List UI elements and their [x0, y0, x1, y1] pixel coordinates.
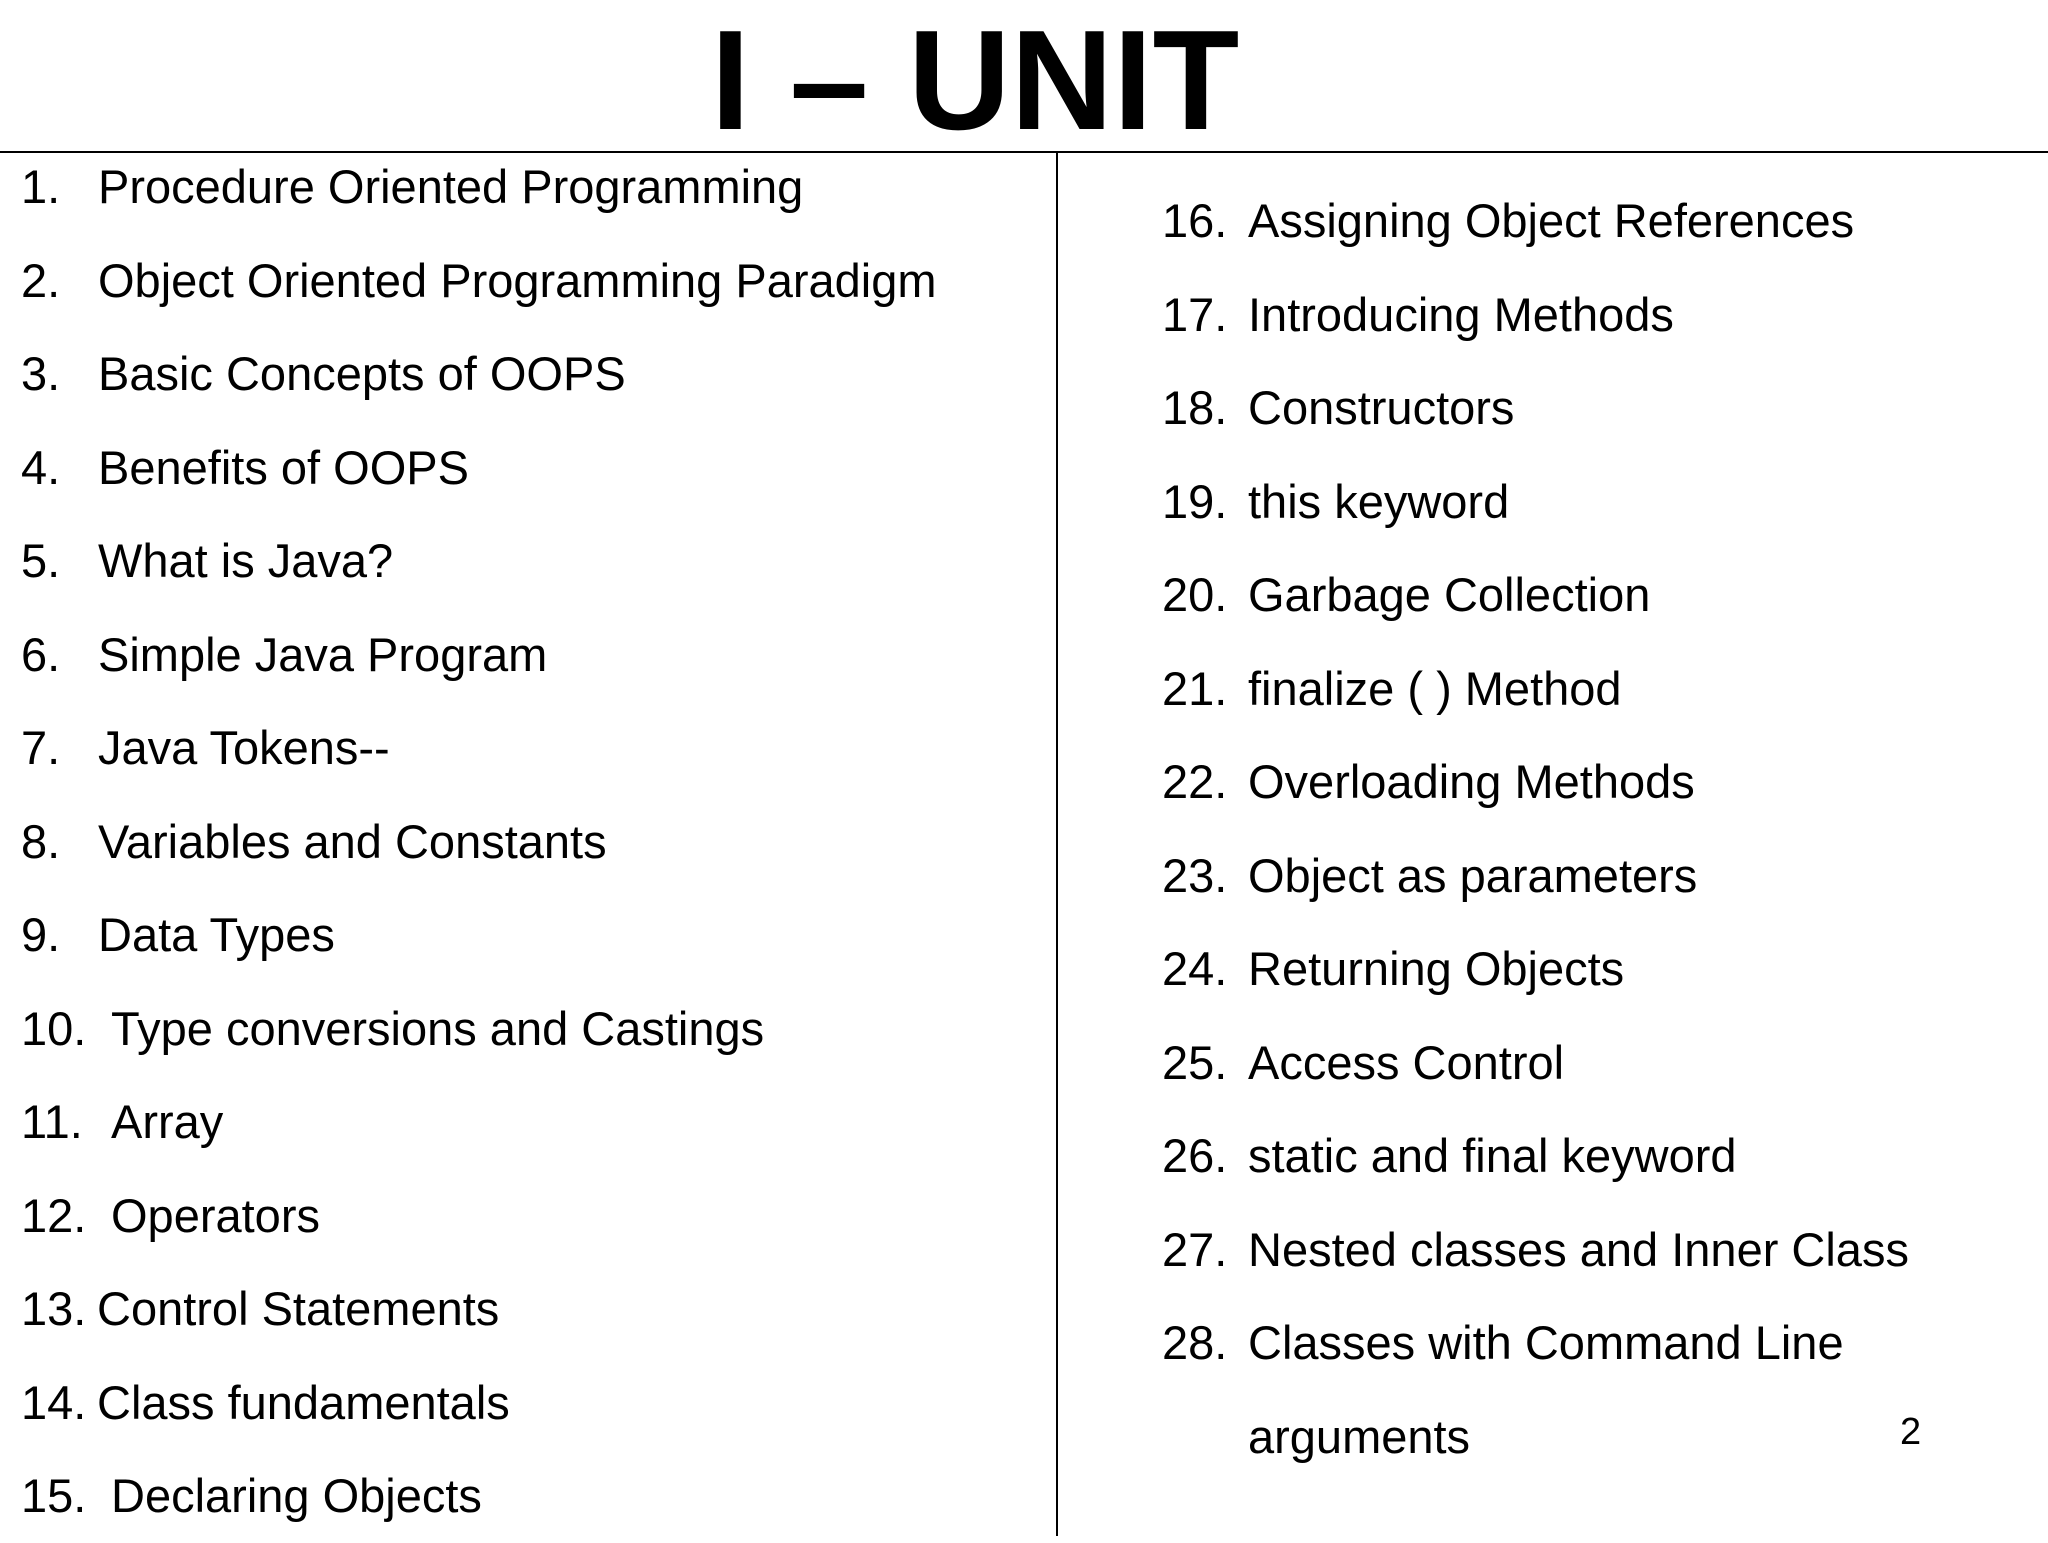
topic-number: 1. — [21, 160, 61, 213]
topic-number: 23. — [1162, 848, 1228, 902]
topic-label: static and final keyword — [1248, 1129, 1737, 1182]
topic-number: 7. — [21, 721, 61, 774]
topic-number: 20. — [1162, 568, 1228, 621]
topic-label: Classes with Command Line — [1248, 1316, 1844, 1369]
list-item — [0, 514, 1050, 608]
topic-label: Object as parameters — [1248, 848, 1698, 902]
list-item — [1162, 548, 2022, 642]
topic-number: 28. — [1162, 1316, 1228, 1369]
topic-number: 4. — [21, 440, 61, 494]
topic-label: Type conversions and Castings — [111, 1001, 765, 1055]
topic-label: Operators — [111, 1188, 320, 1242]
list-item — [0, 234, 1050, 328]
list-item — [0, 140, 1050, 234]
topic-number: 13. — [21, 1282, 87, 1335]
topic-number: 24. — [1162, 942, 1228, 995]
topic-number: 19. — [1162, 474, 1228, 528]
topic-list-left — [0, 140, 1050, 1543]
topic-label: this keyword — [1248, 474, 1510, 528]
topic-label: What is Java? — [98, 534, 394, 587]
topic-number: 10. — [21, 1001, 87, 1055]
topic-label: Overloading Methods — [1248, 755, 1695, 808]
slide-title: I – UNIT — [710, 1, 1240, 160]
list-item — [0, 327, 1050, 421]
list-item — [0, 1356, 1050, 1450]
topic-label: Variables and Constants — [98, 814, 607, 868]
list-item — [0, 1075, 1050, 1169]
list-item — [1162, 922, 2022, 1016]
topic-number: 15. — [21, 1469, 87, 1522]
topic-number: 26. — [1162, 1129, 1228, 1182]
topic-number: 3. — [21, 347, 61, 400]
topic-label: Constructors — [1248, 381, 1515, 434]
list-item — [0, 1262, 1050, 1356]
topic-label: Access Control — [1248, 1035, 1565, 1089]
list-item — [0, 608, 1050, 702]
topic-label: Control Statements — [97, 1282, 500, 1335]
topic-number: 21. — [1162, 661, 1228, 715]
topic-number: 9. — [21, 908, 61, 961]
list-item — [1162, 1203, 2022, 1297]
list-item — [0, 701, 1050, 795]
topic-label: Simple Java Program — [98, 627, 548, 681]
list-item — [1162, 1109, 2022, 1203]
list-item — [0, 888, 1050, 982]
topic-label: Object Oriented Programming Paradigm — [98, 253, 937, 307]
list-item — [0, 982, 1050, 1076]
list-item — [1162, 174, 2022, 268]
topic-number: 6. — [21, 627, 61, 681]
topic-label: Array — [111, 1095, 224, 1148]
list-item — [0, 421, 1050, 515]
list-item — [1162, 361, 2022, 455]
topic-label: Nested classes and Inner Class — [1248, 1222, 1909, 1276]
topic-number: 5. — [21, 534, 61, 587]
list-item — [1162, 829, 2022, 923]
topic-label-continuation: arguments — [1248, 1409, 1471, 1463]
topic-label: Class fundamentals — [97, 1375, 510, 1429]
topic-label: Procedure Oriented Programming — [98, 160, 804, 213]
topic-label: Assigning Object References — [1248, 194, 1855, 247]
topic-number: 14. — [21, 1375, 87, 1429]
topic-label: Basic Concepts of OOPS — [98, 347, 626, 400]
list-item — [1162, 642, 2022, 736]
topic-label: Java Tokens-- — [98, 721, 390, 774]
topic-number: 11. — [21, 1095, 83, 1148]
topic-number: 17. — [1162, 287, 1228, 341]
topic-number: 18. — [1162, 381, 1228, 434]
list-item — [1162, 268, 2022, 362]
topic-list-right — [1162, 174, 2022, 1483]
topic-label: Benefits of OOPS — [98, 440, 469, 494]
topic-number: 12. — [21, 1188, 87, 1242]
topic-label: Introducing Methods — [1248, 287, 1674, 341]
topic-label: finalize ( ) Method — [1248, 661, 1622, 715]
list-item — [0, 1449, 1050, 1543]
topic-number: 16. — [1162, 194, 1228, 247]
page-number: 2 — [1900, 1411, 1922, 1453]
list-item — [1162, 1016, 2022, 1110]
topic-number: 8. — [21, 814, 61, 868]
topic-number: 25. — [1162, 1035, 1228, 1089]
topic-label: Garbage Collection — [1248, 568, 1651, 621]
topic-number: 27. — [1162, 1222, 1228, 1276]
list-item — [1162, 1296, 2022, 1390]
list-item — [0, 1169, 1050, 1263]
list-item — [1162, 455, 2022, 549]
topic-number: 2. — [21, 253, 61, 307]
topic-label: Data Types — [98, 908, 335, 961]
list-item — [0, 795, 1050, 889]
topic-label: Returning Objects — [1248, 942, 1625, 995]
column-divider-line — [1056, 152, 1058, 1536]
topic-number: 22. — [1162, 755, 1228, 808]
topic-label: Declaring Objects — [111, 1469, 482, 1522]
list-item — [1162, 735, 2022, 829]
